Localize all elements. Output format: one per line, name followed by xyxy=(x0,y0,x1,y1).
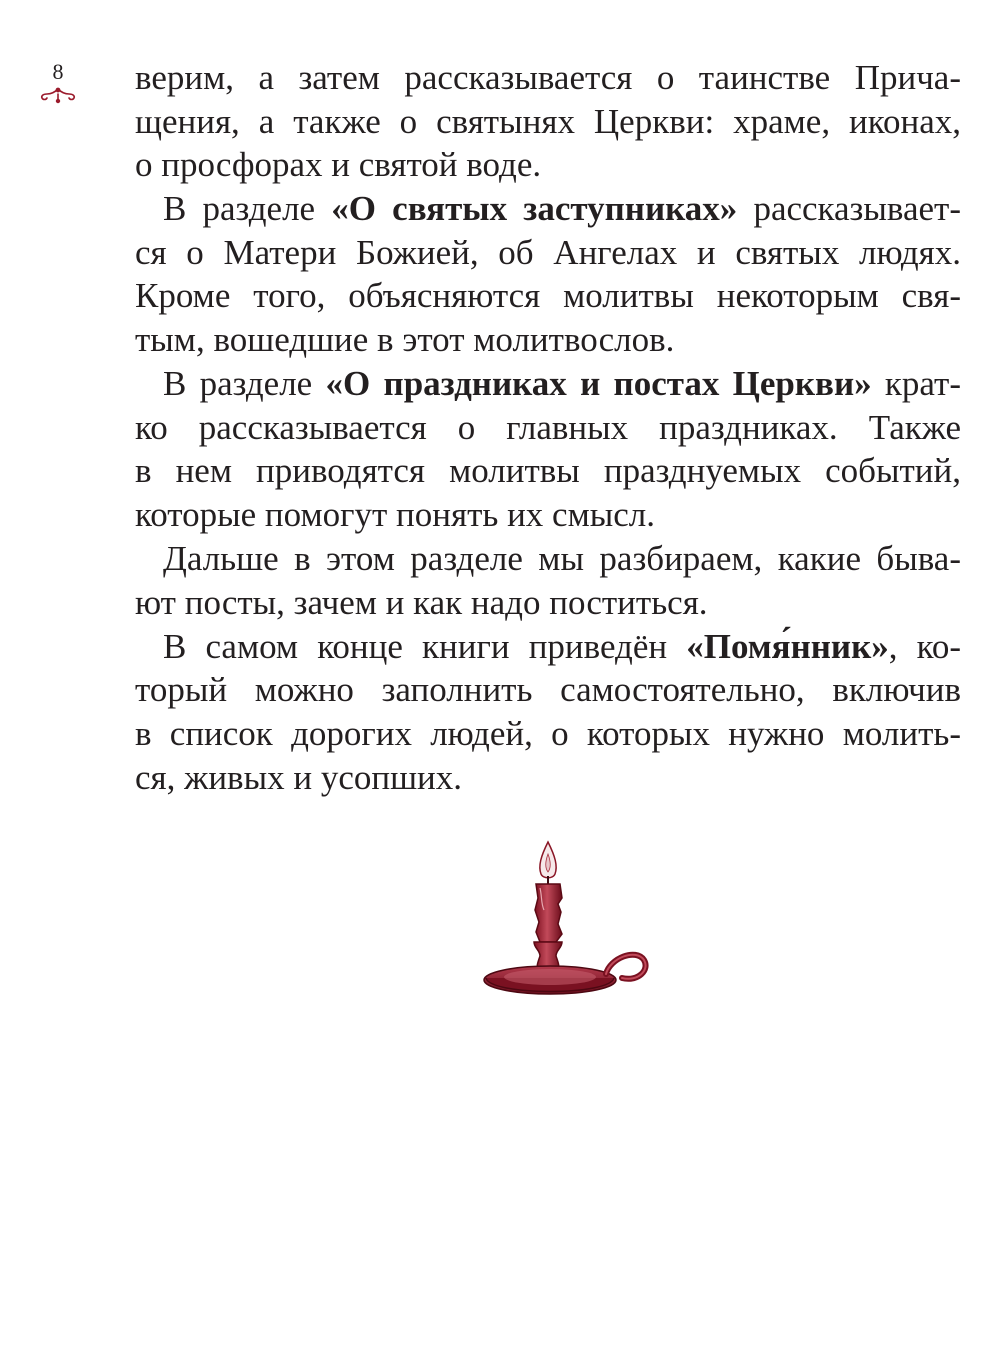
scroll-ornament-icon xyxy=(38,86,78,104)
text-run: В разделе xyxy=(163,364,326,404)
section-title-bold: «Помя́нник» xyxy=(686,626,889,666)
text-run: В самом конце книги приведён xyxy=(163,626,687,666)
text-line: тым, вошедшие в этот молитвослов. xyxy=(135,320,675,360)
text-line: торый можно заполнить самостоятельно, включив xyxy=(135,670,961,710)
text-line xyxy=(135,625,961,669)
text-line: ся о Матери Божией, об Ангелах и святых людях. xyxy=(135,232,961,272)
page-number: 8 xyxy=(52,59,64,84)
section-title-bold: «О праздниках и постах Церкви» xyxy=(325,364,872,404)
text-line: Кроме того, объясняются молитвы некоторым свя- xyxy=(135,276,961,316)
text-line xyxy=(135,362,961,406)
text-line: верим, а затем рассказывается о таинстве Прича- xyxy=(135,58,961,97)
text-line: которые помогут понять их смысл. xyxy=(135,494,656,534)
text-line: о просфорах и святой воде. xyxy=(135,145,542,185)
text-line: ся, живых и усопших. xyxy=(135,757,463,797)
text-run: крат- xyxy=(871,364,961,404)
text-line: щения, а также о святынях Церкви: храме, иконах, xyxy=(135,101,961,141)
body-text xyxy=(135,56,961,799)
text-line: ют посты, зачем и как надо поститься. xyxy=(135,582,708,622)
candlestick-icon xyxy=(478,838,653,1010)
text-line: в нем приводятся молитвы празднуемых событий, xyxy=(135,451,961,491)
text-run: рассказывает- xyxy=(737,189,961,229)
text-run: , ко- xyxy=(888,626,961,666)
section-title-bold: «О святых заступниках» xyxy=(331,189,738,229)
text-line: ко рассказывается о главных праздниках. Также xyxy=(135,407,961,447)
text-line: в список дорогих людей, о которых нужно молить- xyxy=(135,713,961,753)
text-line xyxy=(135,187,961,231)
text-line: Дальше в этом разделе мы разбираем, какие быва- xyxy=(163,539,961,579)
text-run: В разделе xyxy=(163,189,332,229)
